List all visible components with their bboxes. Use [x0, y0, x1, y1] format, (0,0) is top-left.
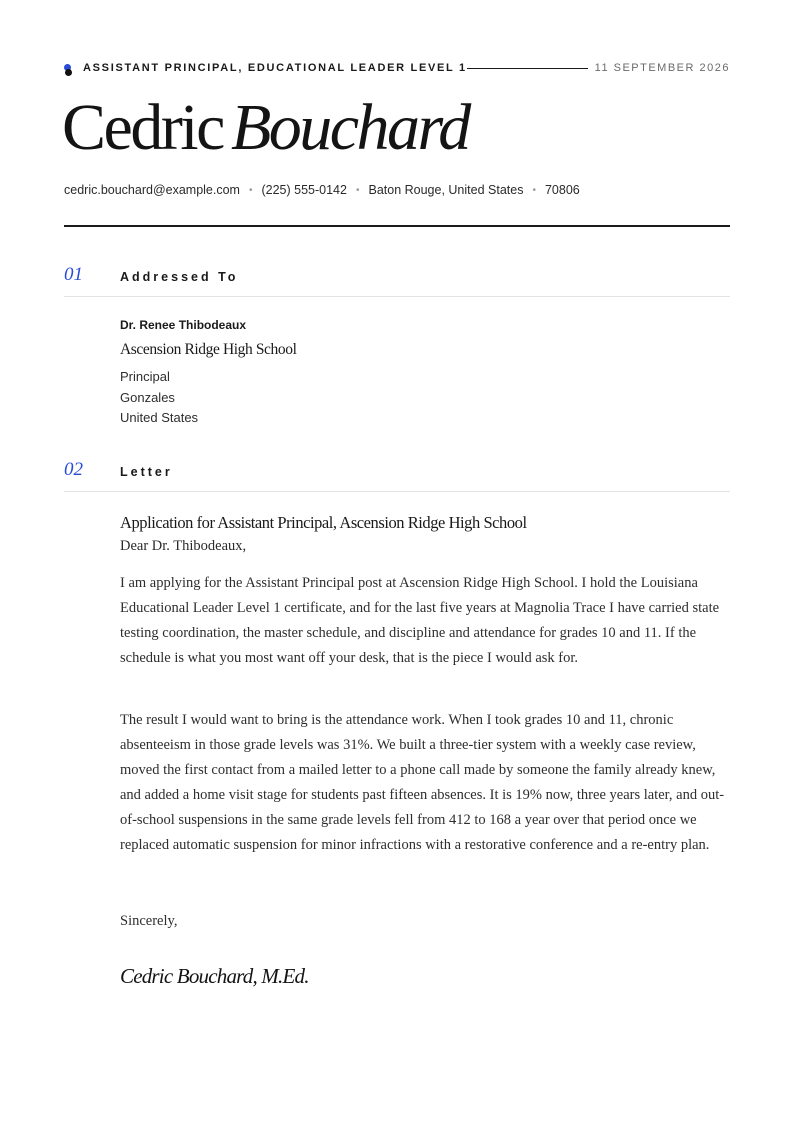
contact-separator: • — [248, 185, 253, 196]
section-title-addressed: Addressed To — [120, 270, 239, 284]
recipient-line: Principal — [120, 369, 170, 384]
contact-postal-code: 70806 — [544, 183, 580, 197]
recipient-organization: Ascension Ridge High School — [120, 341, 297, 358]
contact-phone[interactable]: (225) 555-0142 — [261, 183, 347, 197]
letter-date: 11 SEPTEMBER 2026 — [594, 62, 730, 74]
last-name: Bouchard — [230, 91, 469, 164]
letter-signature: Cedric Bouchard, M.Ed. — [120, 964, 309, 988]
letter-paragraph: The result I would want to bring is the attendance work. When I took grades 10 and 11, chronic absenteeism in those grade levels was 31%. We built a three-tier system with a weekly case review, moved the first contact from a mailed letter to a phone call made by someone the family already knew, and added a home visit stage for students past fifteen absences. It is 19% now, three years later, and out-of-school suspensions in the same grade levels fell from 412 to 168 a year over that period once we replaced automatic suspension for minor infractions with a restorative conference and a re-entry plan. — [120, 712, 725, 853]
recipient-line: United States — [120, 410, 199, 425]
section-rule-letter — [64, 491, 730, 492]
contact-line — [64, 183, 580, 197]
letter-subject: Application for Assistant Principal, Ascension Ridge High School — [120, 513, 527, 532]
section-rule-addressed — [64, 296, 730, 297]
letter-paragraph: I am applying for the Assistant Principal post at Ascension Ridge High School. I hold the Louisiana Educational Leader Level 1 certificate, and for the last five years at Magnolia Trace I have carried state testing coordination, the master schedule, and discipline and attendance for grades 10 and 11. If the schedule is what you most want off your desk, that is the piece I would ask for. — [120, 575, 720, 666]
contact-separator: • — [532, 185, 536, 196]
letter-salutation: Dear Dr. Thibodeaux, — [120, 538, 247, 554]
recipient-line: Gonzales — [120, 390, 175, 405]
header-top-row — [64, 60, 730, 78]
applicant-name — [62, 90, 469, 166]
header-rule — [64, 225, 730, 227]
role-title: ASSISTANT PRINCIPAL, EDUCATIONAL LEADER LEVEL 1 — [83, 62, 467, 74]
letter-closing: Sincerely, — [120, 913, 178, 929]
first-name: Cedric — [62, 91, 223, 164]
brand-dots-icon — [64, 64, 74, 76]
section-number-letter: 02 — [64, 459, 83, 480]
section-number-addressed: 01 — [64, 264, 83, 285]
contact-location: Baton Rouge, United States — [368, 183, 524, 197]
contact-email[interactable]: cedric.bouchard@example.com — [64, 183, 240, 197]
header-divider — [467, 68, 588, 69]
contact-separator: • — [355, 185, 360, 196]
section-title-letter: Letter — [120, 465, 173, 479]
recipient-name: Dr. Renee Thibodeaux — [120, 318, 247, 332]
